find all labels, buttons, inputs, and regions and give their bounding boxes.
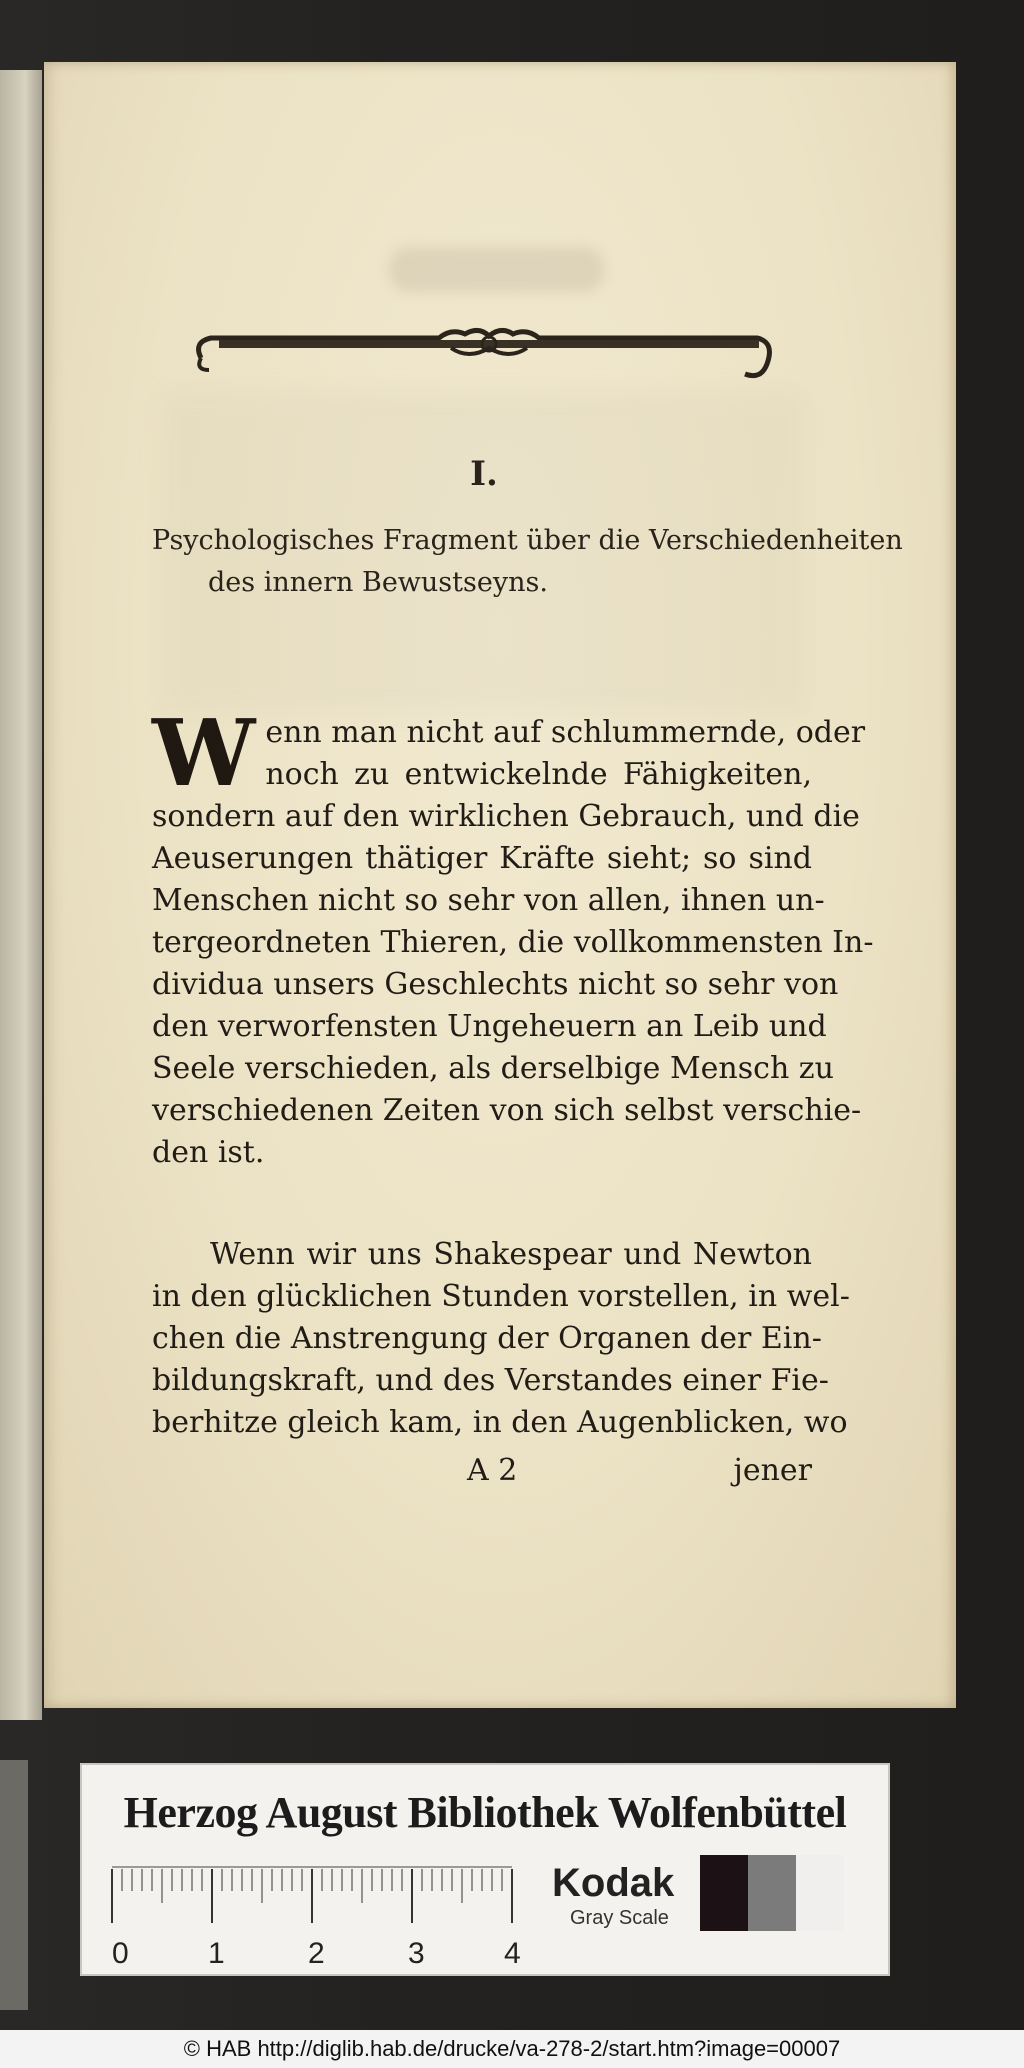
ornament-headpiece (189, 324, 779, 392)
ruler (112, 1863, 521, 1973)
swatch-white (796, 1855, 844, 1931)
ruler-number: 3 (408, 1937, 425, 1970)
ruler-number: 2 (308, 1937, 325, 1970)
color-calibration-card (80, 1763, 890, 1976)
text-line: Wenn wir uns Shakespear und Newton (210, 1237, 812, 1272)
signature-mark: A 2 (467, 1453, 518, 1488)
text-line: chen die Anstrengung der Organen der Ein- (152, 1321, 822, 1356)
catchword: jener (733, 1453, 812, 1488)
gray-scale-label: Gray Scale (570, 1907, 669, 1929)
text-line: Aeuserungen thätiger Kräfte sieht; so sind (152, 841, 812, 876)
text-line: sondern auf den wirklichen Gebrauch, und die (152, 799, 860, 834)
paragraph-1 (152, 699, 874, 1174)
page-footer (152, 1453, 812, 1495)
ink-bleed-through (389, 247, 604, 292)
facing-page-sliver (0, 1760, 28, 2010)
ruler-number: 0 (112, 1937, 129, 1970)
text-line: enn man nicht auf schlummernde, oder (265, 715, 866, 750)
library-name: Herzog August Bibliothek Wolfenbüttel (123, 1788, 847, 1837)
swatch-gray (748, 1855, 796, 1931)
text-line: den verworfensten Ungeheuern an Leib und (152, 1009, 827, 1044)
chapter-title-line: des innern Bewustseyns. (208, 567, 548, 598)
swatch-black (700, 1855, 748, 1931)
text-line: tergeordneten Thieren, die vollkommensten In- (152, 925, 874, 960)
ruler-number: 1 (208, 1937, 225, 1970)
text-line: Seele verschieden, als derselbige Mensch zu (152, 1051, 834, 1086)
ruler-number: 4 (504, 1937, 521, 1970)
image-credit: © HAB http://diglib.hab.de/drucke/va-278-2/start.htm?image=00007 (0, 2030, 1024, 2068)
text-line: dividua unsers Geschlechts nicht so sehr von (152, 967, 839, 1002)
text-line: in den glücklichen Stunden vorstellen, in wel- (152, 1279, 850, 1314)
kodak-logo: Kodak (552, 1861, 675, 1905)
text-line: Menschen nicht so sehr von allen, ihnen un- (152, 883, 825, 918)
text-line: noch zu entwickelnde Fähigkeiten, (265, 757, 812, 792)
chapter-number: I. (470, 454, 498, 494)
ruler-ticks (112, 1869, 512, 1923)
chapter-title (152, 520, 903, 604)
text-line: verschiedenen Zeiten von sich selbst verschie- (152, 1093, 862, 1128)
drop-cap: W (152, 699, 256, 807)
facing-page-edge (0, 70, 42, 1720)
book-page (44, 62, 956, 1708)
paragraph-2 (152, 1234, 850, 1444)
text-line: bildungskraft, und des Verstandes einer Fie- (152, 1363, 829, 1398)
text-line: berhitze gleich kam, in den Augenblicken, wo (152, 1405, 848, 1440)
chapter-title-line: Psychologisches Fragment über die Verschiedenheiten (152, 525, 903, 556)
text-line: den ist. (152, 1135, 265, 1170)
